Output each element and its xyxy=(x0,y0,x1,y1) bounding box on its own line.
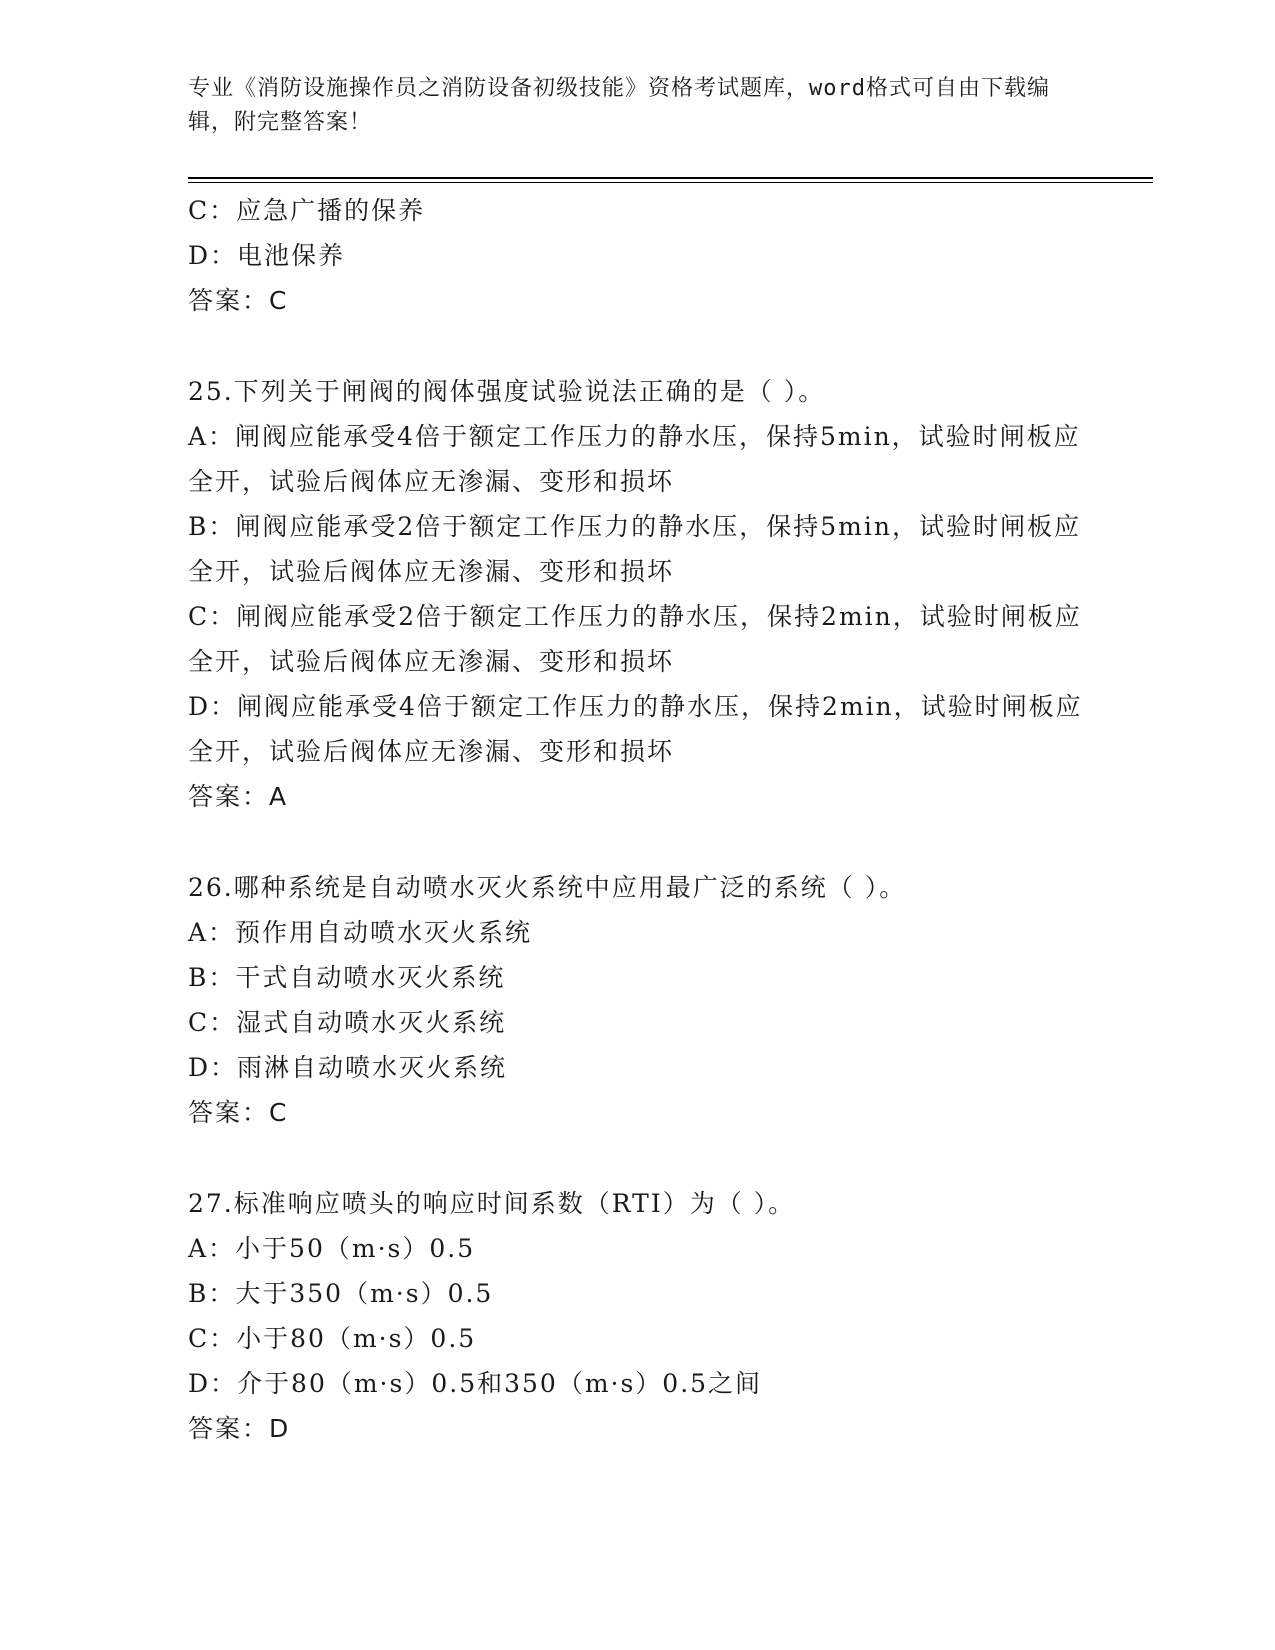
header-divider-thick xyxy=(188,177,1153,179)
option-c: C：湿式自动喷水灭火系统 xyxy=(188,1008,507,1037)
option-a: A：小于50（m·s）0.5 xyxy=(188,1234,476,1263)
option-b: B：干式自动喷水灭火系统 xyxy=(188,963,506,992)
answer-line: 答案：A xyxy=(188,782,289,811)
option-a: A：闸阀应能承受4倍于额定工作压力的静水压，保持5min，试验时闸板应全开，试验后阀体应无渗漏、变形和损坏 xyxy=(188,422,1081,496)
option-b: B：大于350（m·s）0.5 xyxy=(188,1279,494,1308)
answer-line: 答案：D xyxy=(188,1414,291,1443)
document-header: 专业《消防设施操作员之消防设备初级技能》资格考试题库，word格式可自由下载编辑，附完整答案！ xyxy=(188,76,1050,135)
header-divider-thin xyxy=(188,182,1153,183)
question-stem: 26.哪种系统是自动喷水灭火系统中应用最广泛的系统（ ）。 xyxy=(188,873,907,902)
option-d: D：电池保养 xyxy=(188,241,346,270)
option-b: B：闸阀应能承受2倍于额定工作压力的静水压，保持5min，试验时闸板应全开，试验后阀体应无渗漏、变形和损坏 xyxy=(188,512,1081,586)
option-d: D：介于80（m·s）0.5和350（m·s）0.5之间 xyxy=(188,1369,763,1398)
option-c: C：应急广播的保养 xyxy=(188,196,426,225)
question-stem: 25.下列关于闸阀的阀体强度试验说法正确的是（ ）。 xyxy=(188,377,826,406)
answer-line: 答案：C xyxy=(188,286,289,315)
answer-line: 答案：C xyxy=(188,1098,289,1127)
question-stem: 27.标准响应喷头的响应时间系数（RTI）为（ ）。 xyxy=(188,1189,796,1218)
question-content xyxy=(188,188,1088,1451)
option-c: C：小于80（m·s）0.5 xyxy=(188,1324,477,1353)
option-d: D：雨淋自动喷水灭火系统 xyxy=(188,1053,508,1082)
option-d: D：闸阀应能承受4倍于额定工作压力的静水压，保持2min，试验时闸板应全开，试验后阀体应无渗漏、变形和损坏 xyxy=(188,692,1083,766)
option-c: C：闸阀应能承受2倍于额定工作压力的静水压，保持2min，试验时闸板应全开，试验后阀体应无渗漏、变形和损坏 xyxy=(188,602,1082,676)
option-a: A：预作用自动喷水灭火系统 xyxy=(188,918,533,947)
